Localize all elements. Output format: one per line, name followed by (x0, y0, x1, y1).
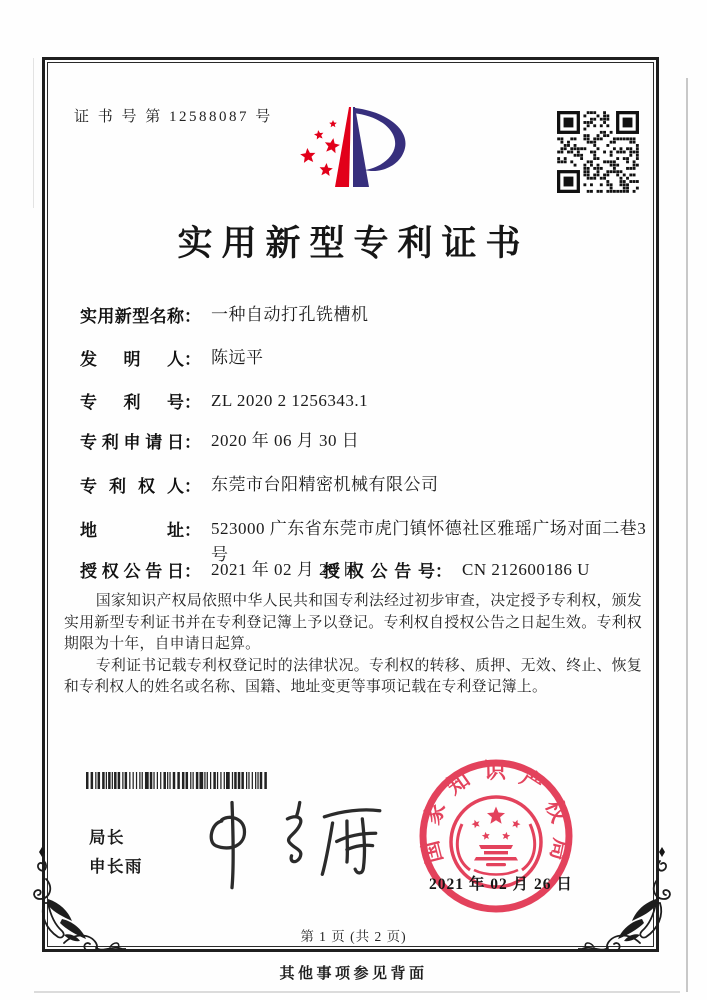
field-value: 2020 年 06 月 30 日 (211, 431, 360, 450)
field-value: 东莞市台阳精密机械有限公司 (211, 475, 439, 494)
field-label: 地址 (80, 521, 184, 540)
legal-text (64, 591, 642, 699)
field-label: 授权公告号 (323, 562, 435, 581)
field-row-inventor: 发明人 ： 陈远平 (80, 345, 264, 371)
official-seal (412, 752, 580, 920)
field-value: ZL 2020 2 1256343.1 (211, 391, 369, 410)
field-label: 实用新型名称 (80, 307, 184, 326)
signer-block (89, 823, 143, 881)
field-value: 523000 广东省东莞市虎门镇怀德社区雅瑶广场对面二巷3号 (211, 519, 647, 565)
field-label: 专利申请日 (80, 433, 184, 452)
legal-paragraph: 国家知识产权局依照中华人民共和国专利法经过初步审查，决定授予专利权，颁发实用新型专利证书并在专利登记簿上予以登记。专利权自授权公告之日起生效。专利权期限为十年，自申请日起算。 (64, 593, 642, 653)
field-value: CN 212600186 U (462, 560, 590, 579)
field-row-grant-date: 授权公告日 ： 2021 年 02 月 26 日 (80, 557, 359, 583)
barcode (86, 772, 268, 789)
field-row-filing-date: 专利申请日 ： 2020 年 06 月 30 日 (80, 428, 359, 454)
field-value: 2021 年 02 月 26 日 (211, 560, 360, 579)
certificate-number: 证 书 号 第 12588087 号 (74, 109, 273, 125)
field-label: 专利权人 (80, 477, 184, 496)
field-row-name: 实用新型名称 ： 一种自动打孔铣槽机 (80, 302, 369, 328)
director-signature (193, 788, 388, 896)
field-row-address: 地址 ： 523000 广东省东莞市虎门镇怀德社区雅瑶广场对面二巷3号 (80, 516, 647, 569)
scan-edge-shadow (34, 991, 680, 993)
signer-name: 申长雨 (89, 857, 143, 876)
certificate-title: 实用新型专利证书 (177, 224, 530, 263)
seal-date: 2021 年 02 月 26 日 (429, 876, 573, 893)
field-label: 发明人 (80, 350, 184, 369)
field-row-patent-no: 专利号 ： ZL 2020 2 1256343.1 (80, 388, 368, 414)
scan-edge-shadow (33, 58, 34, 208)
field-row-patentee: 专利权人 ： 东莞市台阳精密机械有限公司 (80, 472, 439, 498)
seal-ring-text: 国家知识产权局 (417, 757, 575, 866)
cnipa-logo-icon (292, 99, 418, 196)
field-label: 授权公告日 (80, 562, 184, 581)
field-value: 陈远平 (211, 348, 264, 367)
qr-code (557, 111, 639, 193)
page-number: 第 1 页 (共 2 页) (300, 929, 407, 944)
field-label: 专利号 (80, 393, 184, 412)
back-side-note: 其他事项参见背面 (279, 966, 428, 982)
signer-title: 局长 (89, 828, 125, 847)
legal-paragraph: 专利证书记载专利权登记时的法律状况。专利权的转移、质押、无效、终止、恢复和专利权人的姓名或名称、国籍、地址变更等事项记载在专利登记簿上。 (64, 657, 642, 696)
field-row-grant-no: 授权公告号 ： CN 212600186 U (323, 557, 590, 583)
field-value: 一种自动打孔铣槽机 (211, 305, 369, 324)
